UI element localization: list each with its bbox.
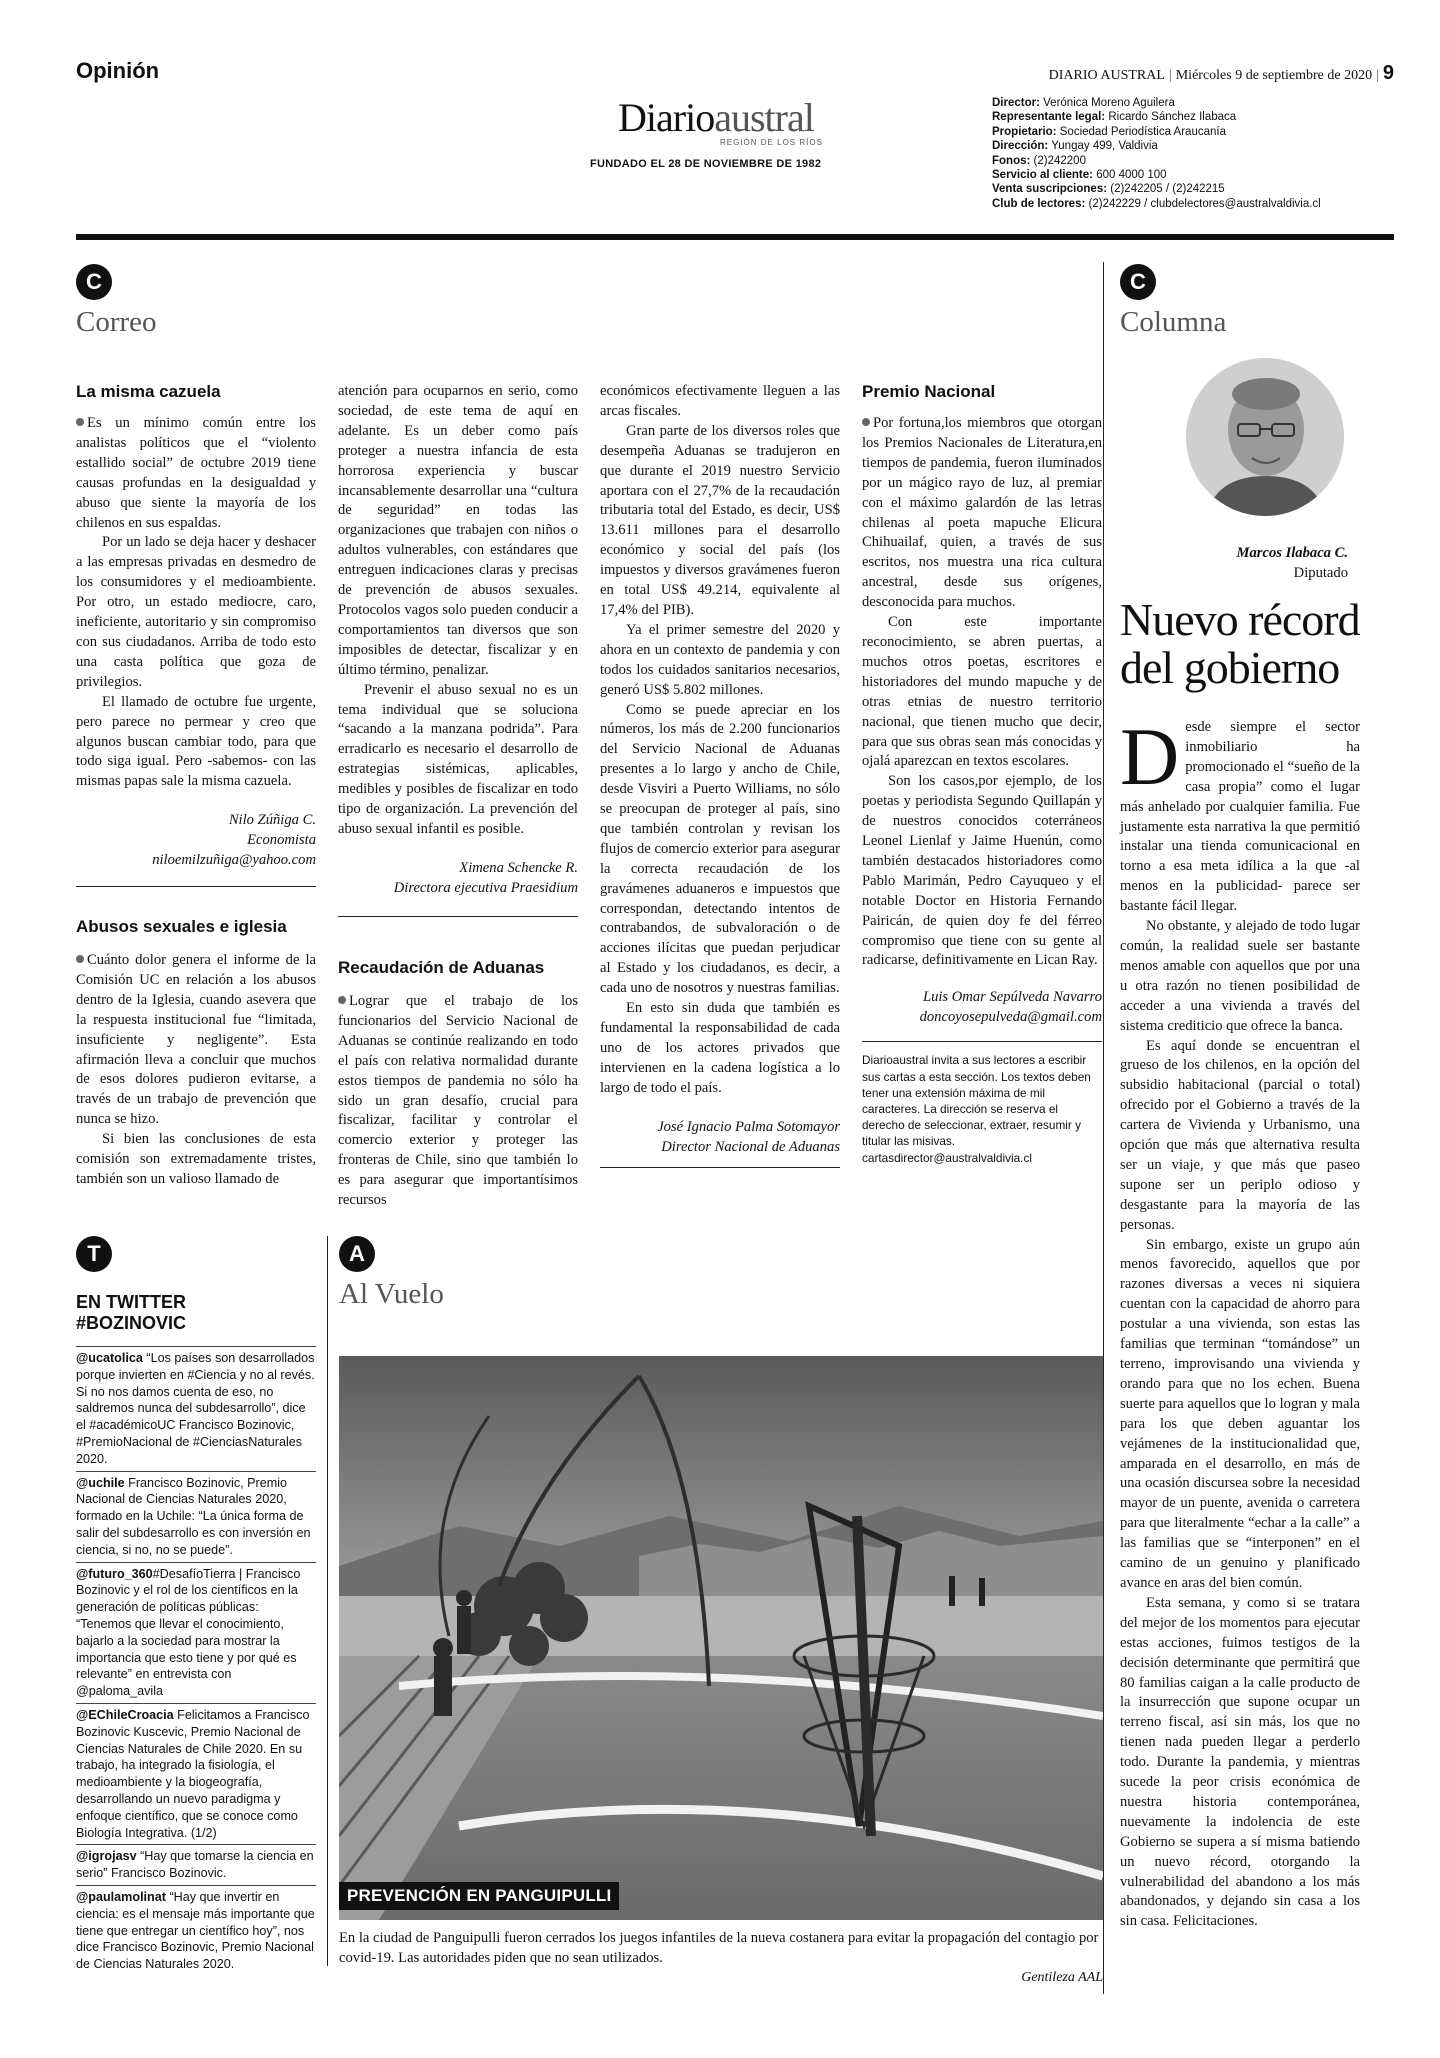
author-portrait-icon [1186,358,1344,516]
tweet: @igrojasv “Hay que tomarse la ciencia en serio” Francisco Bozinovic. [76,1844,316,1882]
bullet-icon [862,418,870,426]
staff-line: Club de lectores: (2)242229 / clubdelectores@australvaldivia.cl [992,197,1321,210]
letter-body: atención para ocuparnos en serio, como sociedad, de este tema de aquí en adelante. Es un deber como país proteger a nuestra infancia de esta horrorosa experiencia y buscar incansablemente desarrollar una “cultura de seguridad” en todas las organizaciones que trabajen con niños o adultos vulnerables, con estándares que entreguen indicaciones claras y precisas de prevención de abusos sexuales. Protocolos vagos solo pueden conducir a comportamientos tan diversos que son imposibles de detectar, fiscalizar y en último término, penalizar. Prevenir el abuso sexual no es un tema individual que se soluciona “sacando a la manzana podrida”. Para erradicarlo es necesario el desarrollo de estrategias sistémicas, aplicables, medibles y posibles de fiscalizar en todo tipo de organización. La prevención del abuso sexual infantil es posible. [338,383,578,837]
letter-title: Recaudación de Aduanas [338,958,545,977]
newspaper-logo: Diarioaustral [618,95,814,140]
staff-line: Representante legal: Ricardo Sánchez Ilabaca [992,111,1237,124]
letter-aduanas [338,958,578,1211]
letter-divider [862,1041,1102,1042]
author-role: Diputado [1293,565,1348,581]
letter-body: Por fortuna,los miembros que otorgan los Premios Nacionales de Literatura,en tiempos de pandemia, fueron iluminados por un mágico rayo de luz, al premiar con el máximo galardón de las letras chilenas al poeta mapuche Elicura Chihuailaf, quien, a través de sus escritos, nos muestra una rica cultura ancestral, desde sus orígenes, desconocida para muchos. Con este importante reconocimiento, se abren puertas, a muchos otros poetas, escritores e historiadores del mundo mapuche y de otras etnias de nuestro territorio nacional, que tienen mucho que decir, para que sus obras sean más conocidas y ojalá aparezcan en textos escolares. Son los casos,por ejemplo, de los poetas y periodista Segundo Quillapán y de nuestros conocidos coterráneos Leonel Lienlaf y Jaime Huenún, como también destacados historiadores como Pablo Marimán, Pedro Cayuqueo y el notable Doctor en Historia Fernando Pairicán, de quien doy fe del férreo compromiso que tiene con su gente al radicarse, definitivamente en Lican Ray. [862,415,1102,969]
letter-body: Es un mínimo común entre los analistas políticos que el “violento estallido social” de octubre 2019 tiene causas profundas en la desigualdad y abuso que siente la mayoría de los chilenos en sus espaldas. Por un lado se deja hacer y deshacer a las empresas privadas en desmedro de los consumidores y el medioambiente. Por otro, un estado mediocre, caro, ineficiente, autoritario y sin compromiso con sus ciudadanos. Arriba de todo esto una casta política que goza de privilegios. El llamado de octubre fue urgente, pero parece no permear y creo que algunos buscan cambiar todo, para que todo siga igual. Pero -sabemos- con las mismas papas sale la misma cazuela. [76,415,316,790]
letter-title: Abusos sexuales e iglesia [76,917,287,936]
staff-line: Fonos: (2)242200 [992,154,1086,167]
photo-credit: Gentileza AAL [1021,1970,1103,1985]
column-divider [1103,262,1104,1994]
bullet-icon [76,418,84,426]
letter-divider [338,916,578,917]
columna-body: Desde siempre el sector inmobiliario ha promocionado el “sueño de la casa propia” como el lugar más anhelado por cualquier familia. Fue justamente esta narrativa la que permitió instalar una tienda comunicacional en torno a esa meta idílica a la que -al menos en la publicidad- parece ser bastante fácil llegar. No obstante, y alejado de todo lugar común, la realidad suele ser bastante menos amable con aquellos que por una u otra razón no tienen posibilidad de acceder a una vivienda a través del sistema crediticio que ofrece la banca. Es aquí donde se encuentran el grueso de los chilenos, en la opción del subsidio habitacional (parcial o total) ofrecido por el Gobierno a través de la cartera de Vivienda y Urbanismo, una opción que más que alternativa resulta ser un viaje, y que más que paseo supone ser un periplo odioso y desgastante para la mayoría de las personas. Sin embargo, existe un grupo aún menos favorecido, aquellos que por razones diversas a veces ni siquiera cuentan con la capacidad de ahorro para postular a una vivienda, son estas las familias que terminan “tomándose” un terreno, improvisando una vivienda y orando para que no los echen. Buena suerte para aquellos que lo logran y mala para los que deben aguantar los vejámenes de la institucionalidad que, amparada en el desarrollo, en más de una ocasión discursea sobre la necesidad mayor de un puente, avenida o carretera para que literalmente “echar a la calle” a las familias que se “interponen” en el camino de un genuino y planificado avance en aras del bien común. Esta semana, y como si se tratara del mejor de los momentos para ejecutar estas acciones, fuimos testigos de la decisión determinante que permitirá que 80 familias caigan a la calle producto de la insurrección que supone ocupar un terreno fiscal, así sin más, los que no tienen nada pueden llegar a perderlo todo. Durante la pandemia, y mientras sucede la peor crisis económica de nuestra historia contemporánea, nuevamente la indolencia de este Gobierno se supera a sí misma batiendo un nuevo récord, otorgando la vulnerabilidad del abandono a los más abandonados, y dejando sin casa a los sin casa. Felicitaciones. [1120,711,1360,1930]
correo-title: Correo [76,306,157,338]
panguipulli-photo [339,1356,1103,1920]
tweet: @uchile Francisco Bozinovic, Premio Nacional de Ciencias Naturales 2020, formado en la Uchile: “La única forma de salir del subdesarrollo es con inversión en ciencia, si no, no se puede”. [76,1471,316,1559]
logo-region: REGIÓN DE LOS RÍOS [720,138,823,147]
author-photo [1186,358,1344,516]
staff-line: Dirección: Yungay 499, Valdivia [992,140,1158,153]
paper-name: DIARIO AUSTRAL [1048,68,1165,83]
letter-signature: Ximena Schencke R. Directora ejecutiva Praesidium [393,859,578,896]
tweet-handle[interactable]: @paulamolinat [76,1889,166,1904]
letter-title: Premio Nacional [862,382,996,401]
columna-byline [1120,543,1348,583]
header-rule [76,234,1394,240]
twitter-feed [76,1346,316,1973]
columna-headline: Nuevo récord del gobierno [1120,594,1360,693]
section-label: Opinión [76,58,160,83]
twitter-badge: T [76,1236,112,1272]
tweet: @futuro_360#DesafíoTierra | Francisco Bozinovic y el rol de los científicos en la generación de políticas públicas: “Tenemos que llevar el conocimiento, bajarlo a la sociedad para mostrar la importancia que esto tiene y por qué es relevante” en entrevista con @paloma_avila [76,1562,316,1700]
letter-abusos-cont [338,382,578,917]
staff-line: Propietario: Sociedad Periodística Araucanía [992,125,1226,138]
page-number: 9 [1382,62,1394,84]
tweet-handle[interactable]: @EChileCroacia [76,1707,174,1722]
tweet-handle[interactable]: @igrojasv [76,1849,137,1864]
staff-line: Director: Verónica Moreno Aguilera [992,97,1175,109]
letter-aduanas-cont [600,382,840,1168]
tweet-handle[interactable]: @uchile [76,1475,125,1490]
bullet-icon [338,996,346,1004]
photo-caption: En la ciudad de Panguipulli fueron cerrados los juegos infantiles de la nueva costanera para evitar la propagación del contagio por covid-19. Las autoridades piden que no sean utilizados. [339,1930,1099,1966]
photo-label: PREVENCIÓN EN PANGUIPULLI [339,1882,619,1910]
tweet-handle[interactable]: @futuro_360 [76,1566,153,1581]
column-divider [327,1236,328,1966]
letter-body: económicos efectivamente lleguen a las arcas fiscales. Gran parte de los diversos roles que desempeña Aduanas se tradujeron en que durante el 2019 nuestro Servicio aportara con el 27,7% de la recaudación tributaria total del Estado, es decir, US$ 13.611 millones para el desarrollo económico y social del país (los impuestos y diversos gravámenes fueron en total US$ 49.214, equivalente al 17,4% del PIB). Ya el primer semestre del 2020 y ahora en un contexto de pandemia y con todos los cuidados sanitarios necesarios, generó US$ 5.802 millones. Como se puede apreciar en los números, los más de 2.200 funcionarios del Servicio Nacional de Aduanas presentes a lo largo y ancho de Chile, desde Visviri a Puerto Williams, no sólo se preocupan de proteger al país, sino que también controlan y revisan los flujos de comercio exterior para asegurar la correcta recaudación de los gravámenes aduaneros e impuestos que correspondan, detectando intentos de contrabandos, de subvaloración o de acciones ilícitas que puedan perjudicar al Estado y los ciudadanos, es decir, a cada uno de nosotros y nuestras familias. En esto sin duda que también es fundamental la responsabilidad de cada uno de los actores privados que intervienen en la cadena logística a lo largo de todo el país. [600,383,840,1096]
letter-abusos [76,917,316,1190]
tweet-handle[interactable]: @ucatolica [76,1351,143,1365]
letter-misma-cazuela [76,382,316,887]
staff-line: Venta suscripciones: (2)242205 / (2)242215 [992,183,1225,196]
alvuelo-title: Al Vuelo [339,1278,444,1310]
playground-photo-icon [339,1356,1103,1920]
staff-line: Servicio al cliente: 600 4000 100 [992,169,1167,182]
letter-divider [600,1167,840,1168]
letter-body: Lograr que el trabajo de los funcionarios del Servicio Nacional de Aduanas se continúe realizando en todo el país con relativa normalidad durante estos tiempos de pandemia no sólo ha sido un gran desafío, crucial para fiscalizar, facilitar y controlar el comercio exterior y proteger las fronteras de Chile, sino que también lo es para asegurar que importantísimos recursos [338,993,578,1209]
columna-badge: C [1120,264,1156,300]
bullet-icon [76,955,84,963]
founded-line: FUNDADO EL 28 DE NOVIEMBRE DE 1982 [590,158,822,170]
staff-box [992,96,1321,211]
letter-signature: Nilo Zúñiga C. Economista niloemilzuñiga@yahoo.com [152,812,316,869]
letter-premio-nacional [862,382,1102,1166]
twitter-title: EN TWITTER #BOZINOVIC [76,1292,187,1333]
issue-date: Miércoles 9 de septiembre de 2020 [1175,68,1373,83]
header-dateline: DIARIO AUSTRAL | Miércoles 9 de septiembre de 2020 | 9 [1048,62,1394,84]
tweet: @ucatolica “Los países son desarrollados porque invierten en #Ciencia y no al revés. Si no nos damos cuenta de eso, no saldremos nunca del subdesarrollo”, dice el #académicoUC Francisco Bozinovic, #PremioNacional de #CienciasNaturales 2020. [76,1346,316,1468]
correo-badge: C [76,264,112,300]
columna-title: Columna [1120,306,1227,338]
letter-title: La misma cazuela [76,382,221,401]
author-name: Marcos Ilabaca C. [1236,545,1348,561]
letter-body: Cuánto dolor genera el informe de la Comisión UC en relación a los abusos dentro de la Iglesia, cuando asevera que la respuesta institucional fue “limitada, insuficiente y negligente”. Esta afirmación lleva a concluir que muchos de esos dolores pudieron evitarse, a través de un trabajo de prevención que nunca se hizo. Si bien las conclusiones de esta comisión son extremadamente tristes, también son un valioso llamado de [76,952,316,1187]
alvuelo-badge: A [339,1236,375,1272]
tweet: @paulamolinat “Hay que invertir en ciencia: es el mensaje más importante que tiene que entregar un científico hoy”, nos dice Francisco Bozinovic, Premio Nacional de Ciencias Naturales 2020. [76,1885,316,1973]
letter-divider [76,886,316,887]
tweet: @EChileCroacia Felicitamos a Francisco Bozinovic Kuscevic, Premio Nacional de Ciencias Naturales de Chile 2020. En su trabajo, ha integrado la fisiología, el medioambiente y la biogeografía, desarrollando un nuevo paradigma y enfoque científico, que se conoce como Biología Integrativa. (1/2) [76,1703,316,1841]
letter-signature: José Ignacio Palma Sotomayor Director Nacional de Aduanas [657,1118,840,1155]
letter-signature: Luis Omar Sepúlveda Navarro doncoyosepulveda@gmail.com [919,989,1102,1026]
letters-invitation: Diarioaustral invita a sus lectores a escribir sus cartas a esta sección. Los textos deben tener una extensión máxima de mil caracteres. La dirección se reserva el derecho de seleccionar, extraer, resumir y titular las misivas. cartasdirector@australvaldivia.cl [862,1053,1091,1165]
drop-cap: D [1120,711,1180,802]
